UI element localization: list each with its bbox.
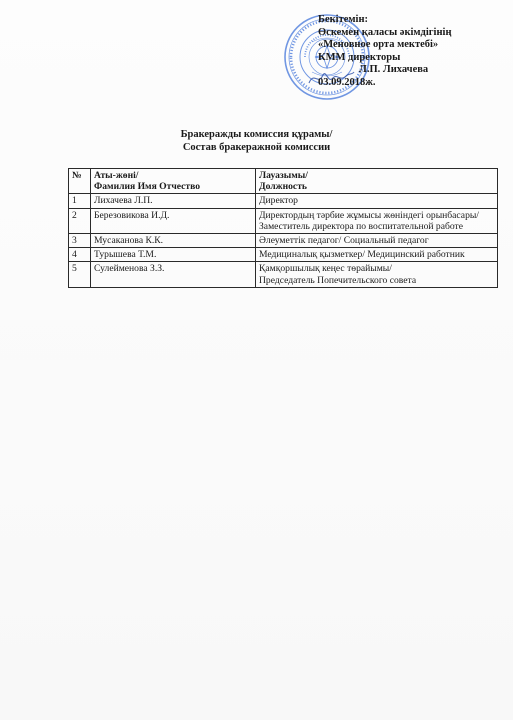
header-full-name (91, 169, 256, 194)
row-position-line: Әлеуметтік педагог/ Социальный педагог (259, 235, 429, 247)
approval-title: Бекітемін: (318, 14, 369, 25)
approval-akimat: Өскемен қаласы әкімдігінің (318, 26, 452, 38)
row-number: 3 (69, 234, 91, 248)
approval-director-name: Л.П. Лихачева (359, 64, 429, 76)
title-kazakh: Бракеражды комиссия құрамы/ (180, 129, 333, 140)
table-row (69, 248, 498, 262)
header-name-russian: Фамилия Имя Отчество (94, 181, 201, 193)
table-row (69, 262, 498, 287)
header-position (256, 169, 498, 194)
header-position-kazakh: Лауазымы/ (259, 170, 308, 181)
document-title (0, 129, 513, 155)
row-position (256, 234, 498, 248)
row-number: 1 (69, 194, 91, 208)
table-row (69, 208, 498, 233)
header-number: № (69, 169, 91, 194)
title-russian: Состав бракеражной комиссии (182, 141, 331, 153)
row-name: Турышева Т.М. (91, 248, 256, 262)
table-row (69, 234, 498, 248)
row-position-line: Медициналық қызметкер/ Медицинский работник (259, 249, 465, 261)
row-name: Сулейменова З.З. (91, 262, 256, 287)
approval-block (318, 14, 508, 90)
row-position-line: Председатель Попечительского совета (259, 274, 417, 286)
row-position-line: Директордың тәрбие жұмысы жөніндегі орынбасары/ (259, 209, 479, 221)
row-number: 5 (69, 262, 91, 287)
header-position-russian: Должность (259, 181, 307, 193)
row-position (256, 248, 498, 262)
row-position-line: Заместитель директора по воспитательной работе (259, 220, 463, 232)
row-name: Мусаканова К.К. (91, 234, 256, 248)
row-name: Березовикова И.Д. (91, 208, 256, 233)
header-name-kazakh: Аты-жөні/ (94, 170, 139, 181)
table-row (69, 194, 498, 208)
row-name: Лихачева Л.П. (91, 194, 256, 208)
table-header-row (69, 169, 498, 194)
row-position (256, 262, 498, 287)
row-position-line: Қамқоршылық кеңес төрайымы/ (259, 263, 392, 275)
row-position (256, 208, 498, 233)
commission-table (68, 168, 498, 288)
row-number: 2 (69, 208, 91, 233)
row-position (256, 194, 498, 208)
approval-school: «Меновное орта мектебі» (318, 39, 439, 51)
row-number: 4 (69, 248, 91, 262)
approval-position: КММ директоры (318, 51, 401, 63)
approval-date: 03.09.2018ж. (318, 76, 376, 88)
row-position-line: Директор (259, 195, 298, 207)
